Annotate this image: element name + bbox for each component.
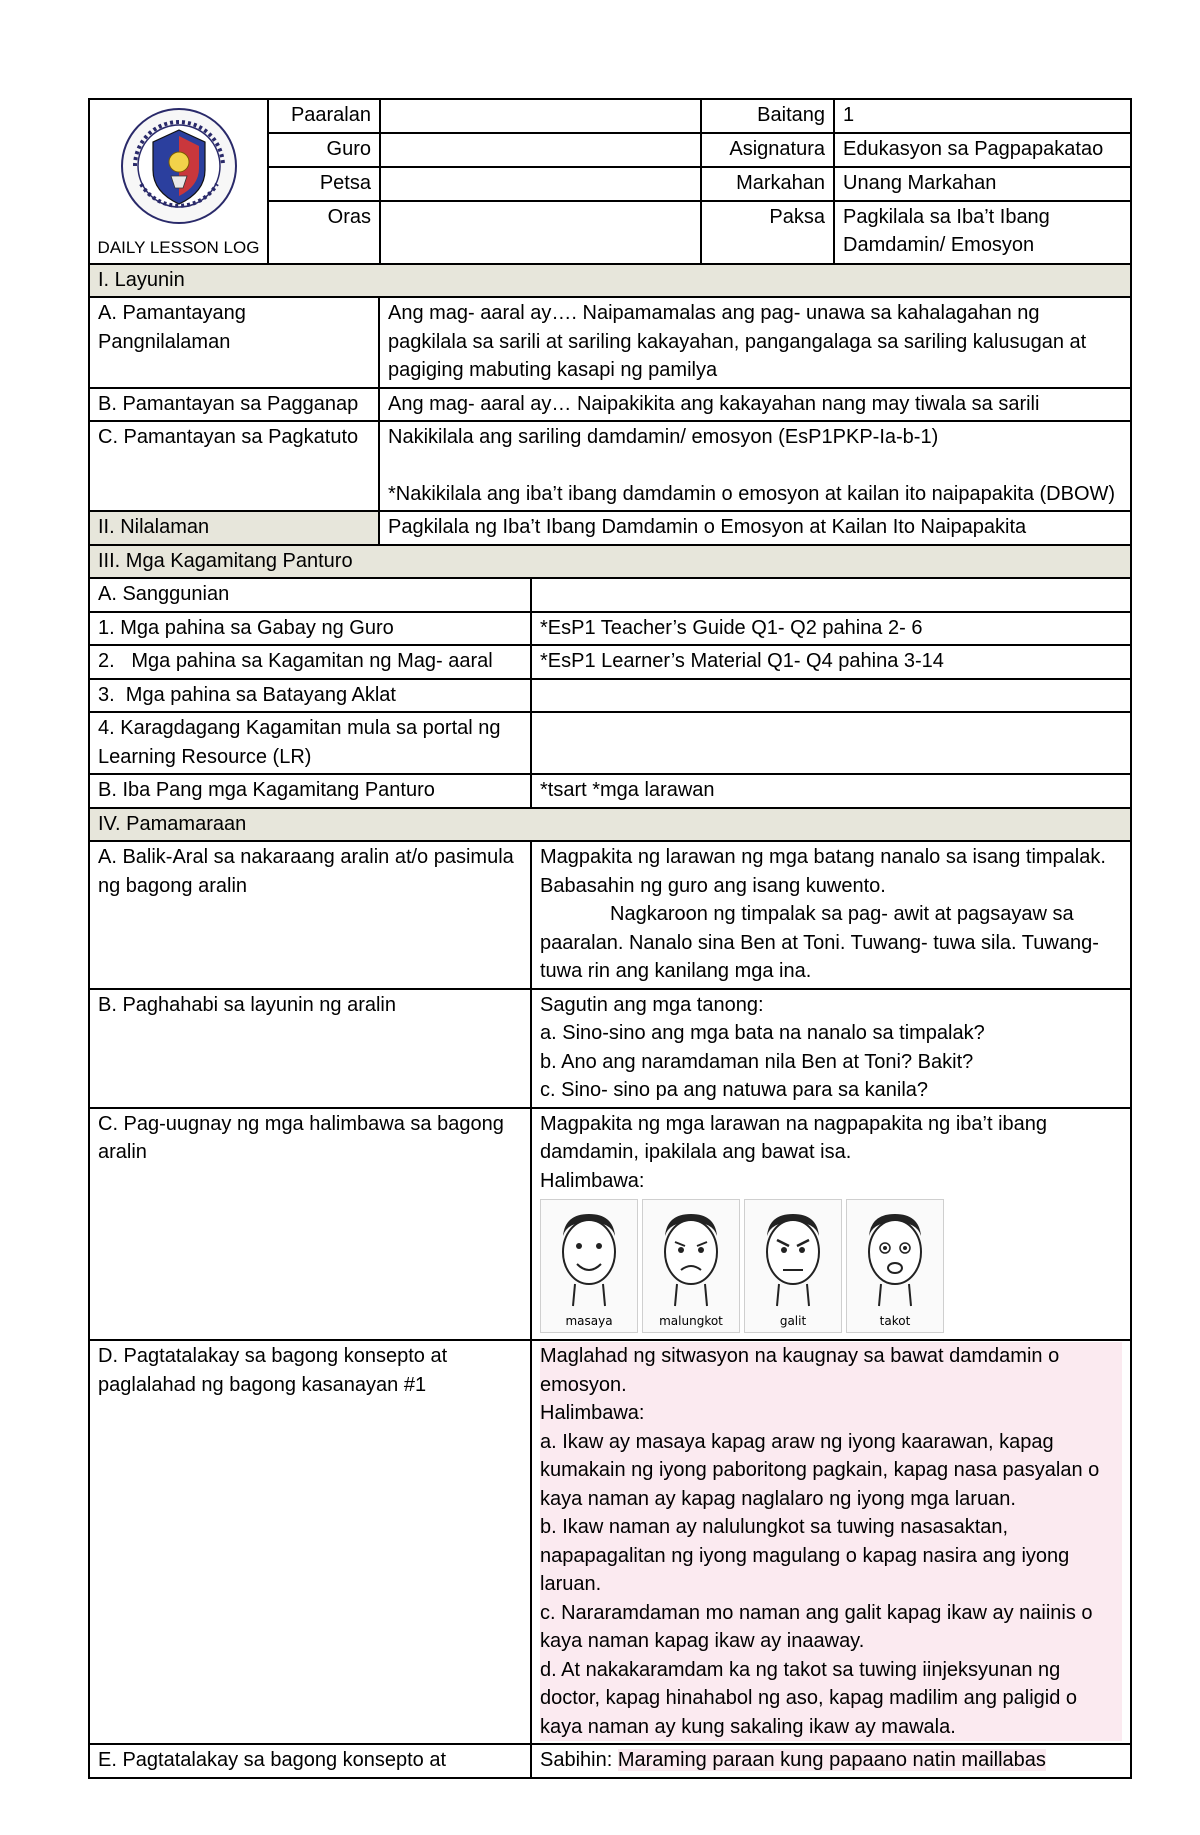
row-value bbox=[379, 421, 1131, 511]
row-label: D. Pagtatalakay sa bagong konsepto at paglalahad ng bagong kasanayan #1 bbox=[89, 1340, 531, 1744]
question-line: b. Ano ang naramdaman nila Ben at Toni? Bakit? bbox=[540, 1050, 974, 1073]
row-label: C. Pag-uugnay ng mga halimbawa sa bagong aralin bbox=[89, 1108, 531, 1341]
section-title: III. Mga Kagamitang Panturo bbox=[89, 545, 1131, 579]
label-baitang: Baitang bbox=[701, 99, 834, 133]
value-guro bbox=[380, 133, 701, 167]
row-batayang-aklat bbox=[89, 679, 1131, 713]
row-label: B. Paghahabi sa layunin ng aralin bbox=[89, 989, 531, 1108]
row-value bbox=[531, 1744, 1131, 1778]
row-value: Ang mag- aaral ay…. Naipamamalas ang pag- unawa sa kahalagahan ng pagkilala sa sarili at sariling kakayahan, pangangalaga sa sariling kalusugan at pagiging mabuting kasapi ng pamilya bbox=[379, 297, 1131, 388]
question-line: a. Sino-sino ang mga bata na nanalo sa timpalak? bbox=[540, 1022, 985, 1044]
sad-face-icon bbox=[651, 1206, 731, 1314]
label-markahan: Markahan bbox=[701, 167, 834, 201]
deped-seal-logo bbox=[119, 106, 239, 226]
label-guro: Guro bbox=[268, 133, 380, 167]
logo-cell bbox=[89, 99, 268, 264]
situation-line: Maglahad ng sitwasyon na kaugnay sa bawat damdamin o emosyon. bbox=[540, 1342, 1122, 1399]
situation-line: a. Ikaw ay masaya kapag araw ng iyong kaarawan, kapag kumakain ng iyong paboritong pagkain, kapag nasa pasyalan o kaya naman ay kapag naglalaro ng iyong mga laruan. bbox=[540, 1428, 1122, 1514]
row-label: B. Iba Pang mga Kagamitang Panturo bbox=[89, 774, 531, 808]
header-row-paaralan bbox=[89, 99, 1131, 133]
face-card-masaya bbox=[540, 1199, 638, 1333]
section-kagamitan bbox=[89, 545, 1131, 579]
label-paaralan: Paaralan bbox=[268, 99, 380, 133]
paksa-line-1: Pagkilala sa Iba’t Ibang bbox=[843, 205, 1050, 228]
sabihin-prefix: Sabihin: bbox=[540, 1749, 618, 1771]
row-kagamitan-mag-aaral bbox=[89, 645, 1131, 679]
row-value bbox=[531, 578, 1131, 612]
value-oras bbox=[380, 201, 701, 264]
row-label: 4. Karagdagang Kagamitan mula sa portal ng Learning Resource (LR) bbox=[89, 712, 531, 774]
value-markahan: Unang Markahan bbox=[834, 167, 1131, 201]
face-label: malungkot bbox=[659, 1314, 723, 1328]
pagkatuto-text-1: Nakikilala ang sariling damdamin/ emosyon (EsP1PKP-Ia-b-1) bbox=[388, 426, 939, 448]
value-paksa bbox=[834, 201, 1131, 264]
value-paaralan bbox=[380, 99, 701, 133]
label-oras: Oras bbox=[268, 201, 380, 264]
row-gabay-guro bbox=[89, 612, 1131, 646]
question-line: Sagutin ang mga tanong: bbox=[540, 993, 764, 1016]
section-nilalaman bbox=[89, 511, 1131, 545]
row-value bbox=[531, 1340, 1131, 1744]
section-title: IV. Pamamaraan bbox=[89, 808, 1131, 842]
row-pamantayang-pangnilalaman bbox=[89, 297, 1131, 388]
section-title: II. Nilalaman bbox=[89, 511, 379, 545]
row-label: A. Pamantayang Pangnilalaman bbox=[89, 297, 379, 388]
row-value bbox=[531, 989, 1131, 1108]
value-asignatura: Edukasyon sa Pagpapakatao bbox=[834, 133, 1131, 167]
sabihin-text: Maraming paraan kung papaano natin maillabas bbox=[617, 1749, 1046, 1771]
section-layunin bbox=[89, 264, 1131, 298]
face-card-galit bbox=[744, 1199, 842, 1333]
row-pamantayan-pagkatuto bbox=[89, 421, 1131, 511]
question-line: c. Sino- sino pa ang natuwa para sa kanila? bbox=[540, 1079, 929, 1101]
situation-line: d. At nakakaramdam ka ng takot sa tuwing iinjeksyunan ng doctor, kapag hinahabol ng aso, kapag madilim ang paligid o kaya naman ay kung sakaling ikaw ay mawala. bbox=[540, 1656, 1122, 1742]
angry-face-icon bbox=[753, 1206, 833, 1314]
label-paksa: Paksa bbox=[701, 201, 834, 264]
face-label: takot bbox=[879, 1314, 911, 1328]
row-label: 1. Mga pahina sa Gabay ng Guro bbox=[89, 612, 531, 646]
face-label: galit bbox=[779, 1314, 807, 1328]
row-value: *EsP1 Learner’s Material Q1- Q4 pahina 3-14 bbox=[531, 645, 1131, 679]
logo-caption: DAILY LESSON LOG bbox=[97, 237, 260, 257]
row-value bbox=[531, 1108, 1131, 1341]
row-value bbox=[531, 841, 1131, 989]
value-petsa bbox=[380, 167, 701, 201]
situation-line: Halimbawa: bbox=[540, 1399, 1122, 1428]
row-pagtatalakay-2 bbox=[89, 1744, 1131, 1778]
daily-lesson-log-sheet bbox=[88, 98, 1130, 1779]
row-value: Ang mag- aaral ay… Naipakikita ang kakayahan nang may tiwala sa sarili bbox=[379, 388, 1131, 422]
balik-aral-story: Nagkaroon ng timpalak sa pag- awit at pagsayaw sa paaralan. Nanalo sina Ben at Toni. Tuwang- tuwa sila. Tuwang- tuwa rin ang kanilang mga ina. bbox=[540, 903, 1099, 982]
happy-face-icon bbox=[549, 1206, 629, 1314]
label-asignatura: Asignatura bbox=[701, 133, 834, 167]
row-value: *tsart *mga larawan bbox=[531, 774, 1131, 808]
row-pagtatalakay-1 bbox=[89, 1340, 1131, 1744]
row-sanggunian bbox=[89, 578, 1131, 612]
face-card-takot bbox=[846, 1199, 944, 1333]
row-iba-pang-kagamitan bbox=[89, 774, 1131, 808]
header-table bbox=[88, 98, 1132, 265]
paksa-line-2: Damdamin/ Emosyon bbox=[843, 234, 1035, 257]
row-label: 2. Mga pahina sa Kagamitan ng Mag- aaral bbox=[89, 645, 531, 679]
label-petsa: Petsa bbox=[268, 167, 380, 201]
row-value bbox=[531, 679, 1131, 713]
face-card-malungkot bbox=[642, 1199, 740, 1333]
row-paghahabi bbox=[89, 989, 1131, 1108]
face-label: masaya bbox=[565, 1314, 613, 1328]
balik-aral-text-1: Magpakita ng larawan ng mga batang nanalo sa isang timpalak. Babasahin ng guro ang isang kuwento. bbox=[540, 846, 1106, 897]
pagkatuto-text-2: *Nakikilala ang iba’t ibang damdamin o emosyon at kailan ito naipapakita (DBOW) bbox=[388, 482, 1116, 505]
section-pamamaraan bbox=[89, 808, 1131, 842]
value-baitang: 1 bbox=[834, 99, 1131, 133]
row-karagdagang-kagamitan bbox=[89, 712, 1131, 774]
situation-line: c. Nararamdaman mo naman ang galit kapag ikaw ay naiinis o kaya naman kapag ikaw ay inaaway. bbox=[540, 1599, 1122, 1656]
row-label: A. Balik-Aral sa nakaraang aralin at/o pasimula ng bagong aralin bbox=[89, 841, 531, 989]
section-title: I. Layunin bbox=[89, 264, 1131, 298]
row-label: E. Pagtatalakay sa bagong konsepto at bbox=[89, 1744, 531, 1778]
row-pamantayan-pagganap bbox=[89, 388, 1131, 422]
row-label: 3. Mga pahina sa Batayang Aklat bbox=[89, 679, 531, 713]
pag-uugnay-text: Magpakita ng mga larawan na nagpapakita ng iba’t ibang damdamin, ipakilala ang bawat isa. bbox=[540, 1112, 1048, 1163]
halimbawa-label: Halimbawa: bbox=[540, 1169, 645, 1192]
lesson-table bbox=[88, 263, 1132, 1779]
row-label: A. Sanggunian bbox=[89, 578, 531, 612]
row-value: *EsP1 Teacher’s Guide Q1- Q2 pahina 2- 6 bbox=[531, 612, 1131, 646]
scared-face-icon bbox=[855, 1206, 935, 1314]
nilalaman-text: Pagkilala ng Iba’t Ibang Damdamin o Emosyon at Kailan Ito Naipapakita bbox=[379, 511, 1131, 545]
row-value bbox=[531, 712, 1131, 774]
row-label: C. Pamantayan sa Pagkatuto bbox=[89, 421, 379, 511]
emotion-faces bbox=[540, 1199, 1122, 1337]
row-pag-uugnay bbox=[89, 1108, 1131, 1341]
row-balik-aral bbox=[89, 841, 1131, 989]
situation-line: b. Ikaw naman ay nalulungkot sa tuwing nasasaktan, napapagalitan ng iyong magulang o kapag nasira ang iyong laruan. bbox=[540, 1513, 1122, 1599]
row-label: B. Pamantayan sa Pagganap bbox=[89, 388, 379, 422]
